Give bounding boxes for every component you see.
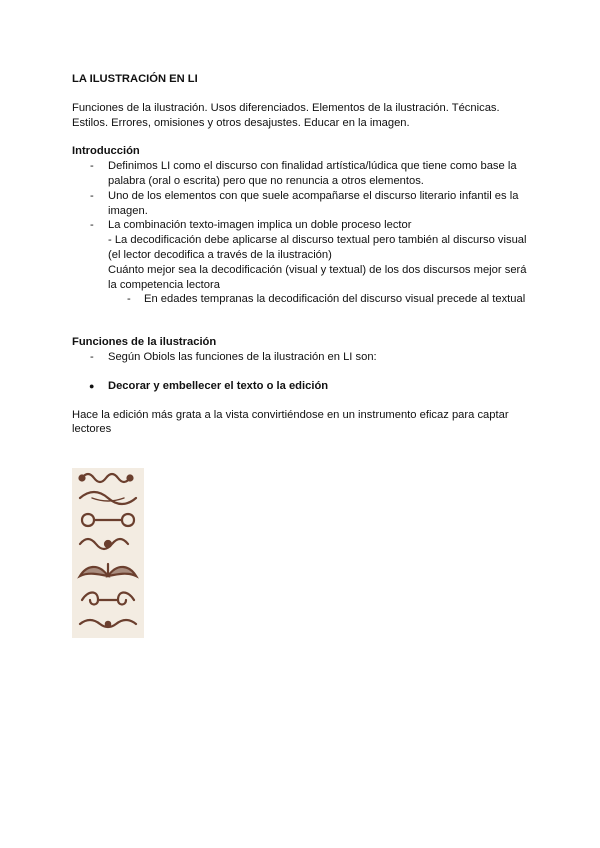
funciones-list [72, 350, 530, 365]
spacer [72, 307, 530, 321]
spacer [72, 365, 530, 379]
section-heading-introduccion: Introducción [72, 145, 140, 158]
sub-list-item: - En edades tempranas la decodificación del discurso visual precede al textual [108, 292, 530, 307]
document-title: LA ILUSTRACIÓN EN LI [72, 73, 198, 85]
sub-list [108, 292, 530, 307]
section-heading-funciones: Funciones de la ilustración [72, 336, 217, 349]
document-page [72, 72, 530, 437]
bullet-item: ● Decorar y embellecer el texto o la edición [72, 379, 530, 394]
spacer [72, 87, 530, 101]
decorative-ornaments-image [72, 468, 144, 638]
list-item: - Definimos LI como el discurso con finalidad artística/lúdica que tiene como base la palabra (oral o escrita) pero que no renuncia a otros elementos. [72, 159, 530, 189]
list-item-line: - La combinación texto-imagen implica un doble proceso lector [108, 219, 412, 232]
introduccion-list [72, 159, 530, 307]
spacer [72, 130, 530, 144]
ornament-flourishes-icon [72, 468, 144, 638]
list-item-line: - La decodificación debe aplicarse al discurso textual pero también al discurso visual (el lector decodifica a través de la ilustración) [108, 234, 527, 261]
list-item: - Uno de los elementos con que suele acompañarse el discurso literario infantil es la imagen. [72, 189, 530, 219]
funciones-paragraph: Hace la edición más grata a la vista convirtiéndose en un instrumento eficaz para captar lectores [72, 408, 509, 436]
list-item [72, 218, 530, 307]
intro-paragraph: Funciones de la ilustración. Usos diferenciados. Elementos de la ilustración. Técnicas. Estilos. Errores, omisiones y otros desajustes. Educar en la imagen. [72, 101, 500, 129]
spacer [72, 394, 530, 408]
list-item: - Según Obiols las funciones de la ilustración en LI son: [72, 350, 530, 365]
spacer [72, 321, 530, 335]
list-item-line: Cuánto mejor sea la decodificación (visual y textual) de los dos discursos mejor será la competencia lectora [108, 263, 527, 291]
